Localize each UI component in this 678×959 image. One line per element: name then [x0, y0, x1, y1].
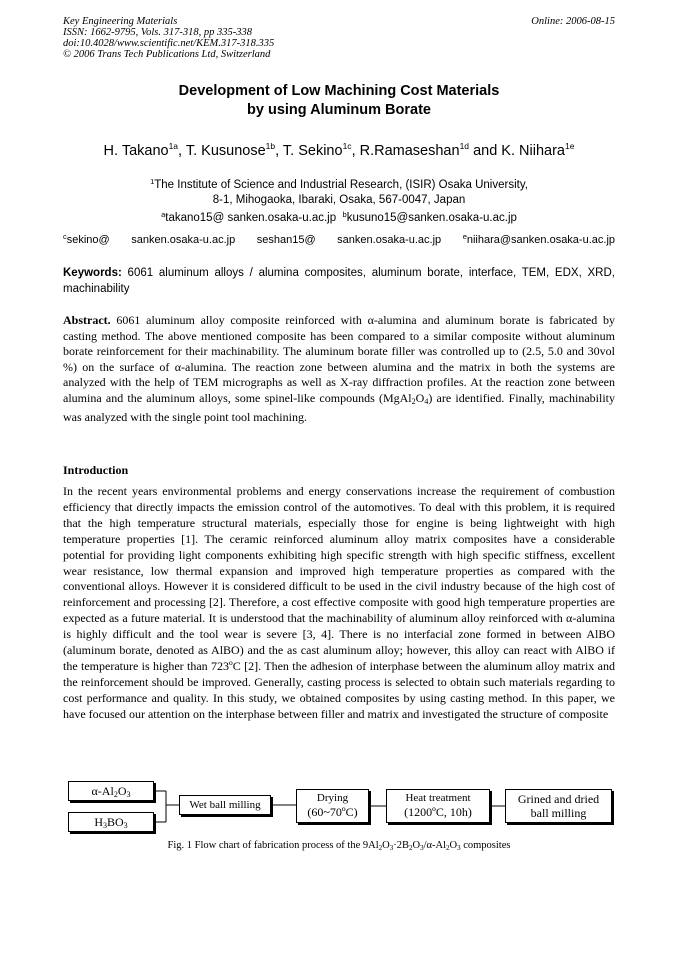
flow-box-alumina [68, 781, 154, 801]
section-heading-introduction: Introduction [63, 463, 129, 477]
doi-line: doi:10.4028/www.scientific.net/KEM.317-318.335 [63, 38, 275, 49]
formula-part: H [94, 815, 103, 829]
subscript: 2 [446, 844, 450, 852]
issn-line: ISSN: 1662-9795, Vols. 317-318, pp 335-338 [63, 27, 252, 38]
author-name: T. Sekino [282, 143, 343, 159]
email-mark: a [161, 210, 166, 219]
email-c[interactable]: sekino@ sanken.osaka-u.ac.jp [66, 234, 236, 246]
subscript: 3 [126, 790, 131, 799]
subscript: 3 [457, 844, 461, 852]
affiliation-line-2: 8-1, Mihogaoka, Ibaraki, Osaka, 567-0047, Japan [212, 193, 466, 206]
flow-box-wet-ball-milling: Wet ball milling [179, 795, 271, 815]
email-d[interactable]: seshan15@ sanken.osaka-u.ac.jp [256, 234, 442, 246]
email-mark: c [63, 232, 67, 241]
formula-part: O [117, 784, 127, 798]
flow-box-boric-acid [68, 812, 154, 832]
author-name: R.Ramaseshan [359, 143, 460, 159]
flow-box-line: Drying [316, 792, 349, 804]
caption-part: composites [460, 840, 511, 851]
email-mark: b [342, 210, 347, 219]
caption-part: O [382, 840, 390, 851]
subscript: 2 [113, 790, 118, 799]
abstract-text-mid: O [415, 390, 425, 405]
formula-part: α-Al [91, 784, 114, 798]
caption-part: O [449, 840, 458, 851]
caption-part: ·2B [393, 840, 409, 851]
subscript: 3 [420, 844, 424, 852]
flow-box-line: (60~70ºC) [307, 805, 358, 819]
author-mark: 1c [342, 141, 352, 151]
caption-part: O [412, 840, 421, 851]
flow-box-line: Heat treatment [405, 792, 471, 804]
flow-box-line: ball milling [530, 806, 587, 820]
subscript: 3 [389, 844, 394, 852]
keywords-text: 6061 aluminum alloys / alumina composites, aluminum borate, interface, TEM, EDX, XRD, machinability [63, 267, 615, 295]
subscript: 3 [103, 821, 107, 830]
abstract-text-1: 6061 aluminum alloy composite reinforced with α-alumina and aluminum borate is fabricated by casting method. The above mentioned composite has been compared to a similar composite without aluminum borate reinforcement for their machinability. The aluminum borate filler was controlled up to (2.5, 5.0 and 30vol %) on the surface of α-alumina. The reaction zone between alumina and the matrix in both the systems are analyzed with the help of TEM micrographs as well as X-ray diffraction profiles. At the reaction zone between alumina and the aluminum alloys, some spinel-like compounds (MgAl [63, 313, 616, 405]
title-line-1: Development of Low Machining Cost Materials [178, 83, 500, 99]
flow-box-line: Grined and dried [517, 792, 600, 806]
subscript: 4 [424, 396, 429, 406]
author-and: and [473, 143, 498, 159]
subscript: 2 [411, 396, 416, 406]
flow-box-line: (1200ºC, 10h) [404, 805, 472, 819]
author-name: T. Kusunose [185, 143, 266, 159]
subscript: 2 [408, 844, 413, 852]
email-e[interactable]: niihara@sanken.osaka-u.ac.jp [466, 234, 615, 246]
author-mark: 1d [459, 141, 470, 151]
email-mark: e [462, 232, 467, 241]
online-date: Online: 2006-08-15 [531, 16, 615, 27]
caption-part: /α-Al [423, 840, 446, 851]
abstract-label: Abstract. [63, 313, 111, 327]
email-b[interactable]: kusuno15@sanken.osaka-u.ac.jp [346, 212, 517, 224]
flow-box-grined-dried [505, 789, 612, 823]
subscript: 2 [378, 844, 383, 852]
caption-part: Fig. 1 Flow chart of fabrication process of the 9Al [167, 840, 379, 851]
author-name: H. Takano [103, 143, 169, 159]
copyright-line: © 2006 Trans Tech Publications Ltd, Switzerland [63, 49, 271, 60]
author-mark: 1a [168, 141, 179, 151]
flow-box-heat-treatment [386, 789, 490, 823]
author-list: H. Takano$^{1a}$, T. Kusunose$^{1b}$, T. Sekino$^{1c}$, R.Ramaseshan$^{1d}$ and K. Niihara$^{1e}$ [103, 141, 575, 159]
affiliation-line-1: The Institute of Science and Industrial Research, (ISIR) Osaka University, [154, 179, 528, 191]
flow-box-drying [296, 789, 369, 823]
abstract-text-2: ) are identified. Finally, machinability was analyzed with the single point tool machining. [63, 390, 615, 424]
author-mark: 1b [265, 141, 276, 151]
formula-part: BO [107, 815, 124, 829]
introduction-body: In the recent years environmental problems and energy conservations increase the requirement of combustion efficiency that directly impacts the emission control of the automotives. To deal with this problem, it is required that the high temperature structural materials, especially those for engine is being lightweight with high temperature properties [1]. The ceramic reinforced aluminum alloy matrix composites have a considerable potential for providing light components exhibiting high specific strength with high specific stiffness, excellent wear resistance, low thermal expansion and improved high temperature properties as compared with the conventional alloys. However it is considered difficult to be used in the civil industry because of the high cost of reinforcement and processing [2]. Therefore, a cost effective composite with good high temperature properties are expected as a future material. It is understood that the machinability of aluminum alloy reinforced with α-alumina is highly difficult and the tool wear is severe [3, 4]. There is no interfacial zone formed in between AlBO (aluminum borate, denoted as AlBO) and the as cast aluminum alloy; however, this alloy can react with AlBO if the temperature is higher than 723ºC [2]. Then the adhesion of interphase between the aluminum alloy matrix and the reinforcement should be improved. Generally, casting process is selected to obtain such materials regarding to cost performance and quality. In this study, we obtained composites by using casting method. In this paper, we have focused our attention on the interphase between filler and matrix and investigated the structure of composite [63, 484, 615, 721]
title-line-2: by using Aluminum Borate [247, 102, 431, 118]
author-name: K. Niihara [501, 143, 565, 159]
author-mark: 1e [564, 141, 575, 151]
keywords-label: Keywords: [63, 267, 122, 279]
journal-name: Key Engineering Materials [63, 16, 178, 27]
subscript: 3 [123, 821, 128, 830]
affiliation-mark: 1 [150, 177, 155, 186]
email-a[interactable]: takano15@ sanken.osaka-u.ac.jp [165, 212, 337, 224]
figure-caption [63, 840, 615, 852]
